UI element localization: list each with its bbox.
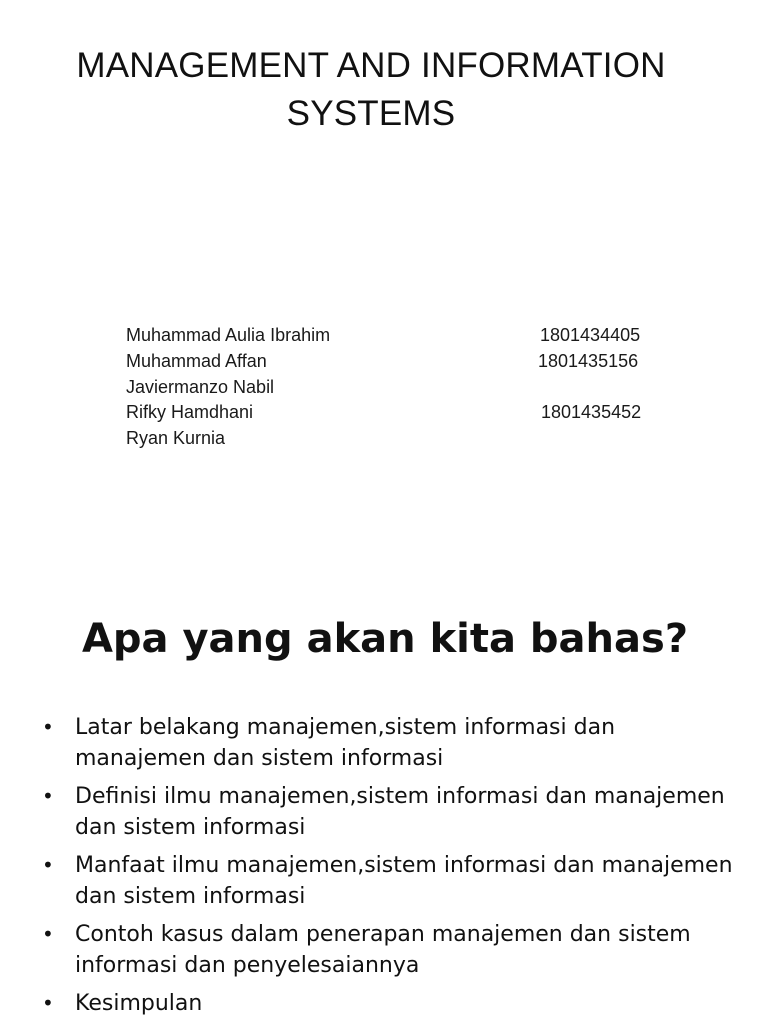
bullet-icon: • bbox=[42, 784, 54, 808]
bullet-icon: • bbox=[42, 853, 54, 877]
bullet-icon: • bbox=[42, 922, 54, 946]
member-name: Javiermanzo Nabil bbox=[126, 376, 275, 397]
list-item-text: Definisi ilmu manajemen,sistem informasi dan manajemen dan sistem informasi bbox=[75, 784, 725, 840]
list-item bbox=[40, 988, 740, 1019]
member-list bbox=[126, 323, 666, 452]
presentation-title bbox=[0, 42, 742, 138]
member-id: 1801434405 bbox=[540, 325, 641, 345]
bullet-icon: • bbox=[42, 991, 54, 1015]
member-name: Muhammad Affan bbox=[126, 350, 267, 371]
member-row bbox=[126, 426, 666, 452]
title-line-1: MANAGEMENT AND INFORMATION bbox=[76, 46, 666, 85]
list-item-text: Manfaat ilmu manajemen,sistem informasi dan manajemen dan sistem informasi bbox=[75, 853, 733, 909]
member-name: Rifky Hamdhani bbox=[126, 402, 254, 423]
list-item-text: Contoh kasus dalam penerapan manajemen dan sistem informasi dan penyelesaiannya bbox=[75, 922, 691, 978]
list-item-text: Kesimpulan bbox=[75, 991, 203, 1016]
list-item bbox=[40, 712, 740, 774]
list-item bbox=[40, 919, 740, 981]
bullet-icon: • bbox=[42, 715, 54, 739]
member-name: Ryan Kurnia bbox=[126, 428, 226, 449]
list-item-text: Latar belakang manajemen,sistem informasi dan manajemen dan sistem informasi bbox=[75, 715, 616, 771]
member-id: 1801435452 bbox=[541, 402, 642, 423]
member-row bbox=[126, 349, 666, 375]
agenda-slide bbox=[0, 512, 768, 1024]
title-line-2: SYSTEMS bbox=[286, 94, 456, 133]
title-slide bbox=[0, 0, 768, 512]
agenda-heading: Apa yang akan kita bahas? bbox=[81, 616, 689, 662]
member-id: 1801435156 bbox=[538, 350, 639, 371]
member-row bbox=[126, 400, 666, 426]
member-row bbox=[126, 323, 666, 349]
list-item bbox=[40, 781, 740, 843]
member-name: Muhammad Aulia Ibrahim bbox=[126, 325, 331, 345]
member-row bbox=[126, 375, 666, 401]
list-item bbox=[40, 850, 740, 912]
agenda-list bbox=[40, 712, 740, 1026]
